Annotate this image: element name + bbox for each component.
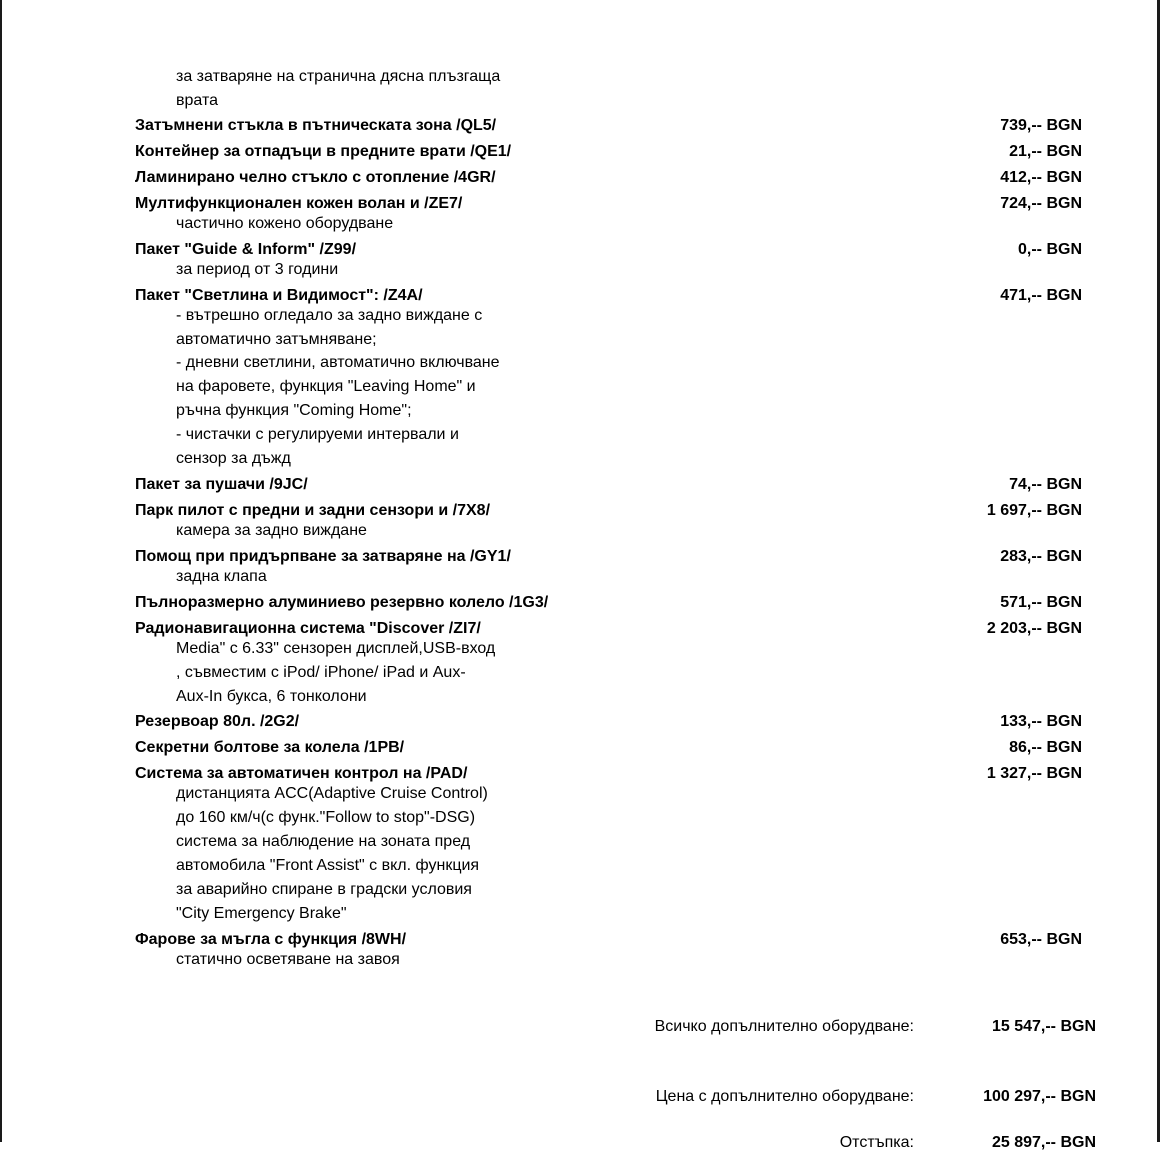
total-label: Всичко допълнително оборудване: <box>654 1018 914 1035</box>
item-description: сензор за дъжд <box>176 450 291 467</box>
equipment-item <box>135 592 1082 614</box>
item-title: Парк пилот с предни и задни сензори и /7X8/ <box>135 502 491 519</box>
item-price: 471,-- BGN <box>1000 287 1082 304</box>
item-price: 86,-- BGN <box>1009 739 1082 756</box>
total-value: 15 547,-- BGN <box>991 1018 1096 1035</box>
item-description: за аварийно спиране в градски условия <box>176 881 472 898</box>
item-price: 0,-- BGN <box>1018 241 1082 258</box>
price-with-equipment <box>600 1085 1096 1109</box>
item-description: до 160 км/ч(с функ."Follow to stop"-DSG) <box>176 809 476 826</box>
item-price: 74,-- BGN <box>1009 476 1082 493</box>
item-price: 21,-- BGN <box>1009 143 1082 160</box>
item-title: Затъмнени стъкла в пътническата зона /QL5/ <box>135 117 497 134</box>
intro-line: за затваряне на странична дясна плъзгаща <box>176 68 501 85</box>
equipment-item <box>135 474 1082 496</box>
item-price: 2 203,-- BGN <box>986 620 1082 637</box>
item-price: 283,-- BGN <box>1000 548 1082 565</box>
item-description: дистанцията ACC(Adaptive Cruise Control) <box>176 785 488 802</box>
item-description: - вътрешно огледало за задно виждане с <box>176 307 483 324</box>
item-description: камера за задно виждане <box>176 522 367 539</box>
total-additional-equipment <box>600 1015 1096 1039</box>
item-price: 653,-- BGN <box>1000 931 1082 948</box>
item-price: 571,-- BGN <box>1000 594 1082 611</box>
item-description: за период от 3 години <box>176 261 339 278</box>
item-description: Aux-In букса, 6 тонколони <box>176 688 367 705</box>
intro-line: врата <box>176 92 218 109</box>
item-title: Контейнер за отпадъци в предните врати /QE1/ <box>135 143 512 160</box>
item-description: автоматично затъмняване; <box>176 331 377 348</box>
item-title: Система за автоматичен контрол на /PAD/ <box>135 765 468 782</box>
item-description: , съвместим с iPod/ iPhone/ iPad и Aux- <box>176 664 466 681</box>
equipment-item <box>135 167 1082 189</box>
item-description: автомобила "Front Assist" с вкл. функция <box>176 857 480 874</box>
item-price: 724,-- BGN <box>1000 195 1082 212</box>
item-price: 1 697,-- BGN <box>986 502 1082 519</box>
equipment-item <box>135 115 1082 137</box>
item-title: Ламинирано челно стъкло с отопление /4GR/ <box>135 169 496 186</box>
equipment-item <box>135 711 1082 733</box>
item-description: - чистачки с регулируеми интервали и <box>176 426 459 443</box>
item-description: ръчна функция "Coming Home"; <box>176 402 412 419</box>
item-description: статично осветяване на завоя <box>176 951 400 968</box>
item-description: частично кожено оборудване <box>176 215 394 232</box>
item-title: Мултифункционален кожен волан и /ZE7/ <box>135 195 463 212</box>
equipment-item <box>135 737 1082 759</box>
item-title: Пакет "Guide & Inform" /Z99/ <box>135 241 357 258</box>
item-title: Помощ при придърпване за затваряне на /GY1/ <box>135 548 511 565</box>
item-description: "City Emergency Brake" <box>176 905 347 922</box>
item-title: Радионавигационна система "Discover /ZI7/ <box>135 620 481 637</box>
item-price: 133,-- BGN <box>1000 713 1082 730</box>
item-title: Пълноразмерно алуминиево резервно колело /1G3/ <box>135 594 549 611</box>
item-title: Фарове за мъгла с функция /8WH/ <box>135 931 407 948</box>
item-title: Пакет за пушачи /9JC/ <box>135 476 308 493</box>
item-description: - дневни светлини, автоматично включване <box>176 354 500 371</box>
item-title: Секретни болтове за колела /1PB/ <box>135 739 405 756</box>
item-price: 739,-- BGN <box>1000 117 1082 134</box>
item-description: на фаровете, функция "Leaving Home" и <box>176 378 476 395</box>
total-label: Отстъпка: <box>839 1134 914 1151</box>
total-label: Цена с допълнително оборудване: <box>655 1088 914 1105</box>
item-price: 412,-- BGN <box>1000 169 1082 186</box>
equipment-item <box>135 141 1082 163</box>
item-description: система за наблюдение на зоната пред <box>176 833 471 850</box>
item-description: задна клапа <box>176 568 267 585</box>
item-price: 1 327,-- BGN <box>986 765 1082 782</box>
total-value: 25 897,-- BGN <box>991 1134 1096 1151</box>
discount <box>600 1131 1096 1155</box>
item-description: Media" с 6.33" сензорен дисплей,USB-вход <box>176 640 496 657</box>
total-value: 100 297,-- BGN <box>983 1088 1096 1105</box>
item-title: Пакет "Светлина и Видимост": /Z4A/ <box>135 287 423 304</box>
item-title: Резервоар 80л. /2G2/ <box>135 713 300 730</box>
